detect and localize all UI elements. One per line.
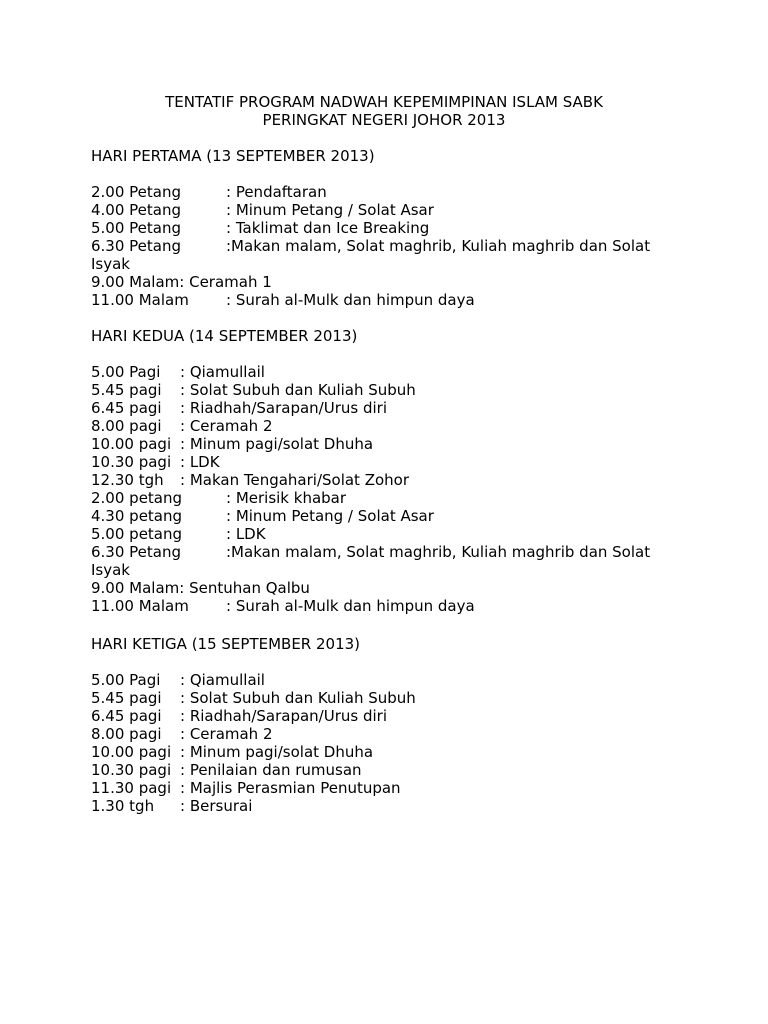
schedule-activity: : Minum Petang / Solat Asar: [226, 201, 434, 219]
schedule-activity: : Solat Subuh dan Kuliah Subuh: [180, 689, 416, 707]
schedule-row: [91, 797, 691, 815]
schedule-time: 10.00 pagi: [91, 435, 172, 453]
schedule-time: 5.00 Pagi: [91, 363, 161, 381]
schedule-row: [91, 779, 691, 797]
day-1-section: [91, 147, 691, 309]
schedule-activity: : Ceramah 2: [180, 417, 273, 435]
day-1-schedule: [91, 183, 691, 309]
schedule-time-text: 9.00 Malam: [91, 273, 180, 291]
schedule-time-text: 9.00 Malam: [91, 579, 180, 597]
schedule-row: [91, 507, 691, 525]
schedule-row: [91, 417, 691, 435]
schedule-time: 4.30 petang: [91, 507, 183, 525]
schedule-activity: : Surah al-Mulk dan himpun daya: [226, 291, 475, 309]
schedule-activity: : Surah al-Mulk dan himpun daya: [226, 597, 475, 615]
document-title-line-1: TENTATIF PROGRAM NADWAH KEPEMIMPINAN ISLAM SABK: [165, 93, 603, 111]
schedule-row: [91, 381, 691, 399]
schedule-time: 6.30 Petang: [91, 237, 182, 255]
schedule-row: [91, 597, 691, 615]
schedule-time: 5.45 pagi: [91, 381, 162, 399]
schedule-activity: : LDK: [180, 453, 220, 471]
schedule-time: 4.00 Petang: [91, 201, 182, 219]
schedule-activity: :Makan malam, Solat maghrib, Kuliah maghrib dan Solat: [226, 543, 651, 561]
schedule-time: 10.30 pagi: [91, 453, 172, 471]
schedule-activity: : Taklimat dan Ice Breaking: [226, 219, 430, 237]
schedule-row: [91, 489, 691, 507]
schedule-row: [91, 399, 691, 417]
schedule-activity-continued: Isyak: [91, 561, 130, 579]
schedule-time: 5.45 pagi: [91, 689, 162, 707]
schedule-time: 5.00 Petang: [91, 219, 182, 237]
schedule-time: 6.30 Petang: [91, 543, 182, 561]
schedule-activity: : Ceramah 1: [179, 273, 272, 291]
schedule-activity: : Sentuhan Qalbu: [179, 579, 310, 597]
schedule-activity: : Minum pagi/solat Dhuha: [180, 743, 374, 761]
schedule-row: [91, 183, 691, 201]
schedule-row: [91, 671, 691, 689]
day-2-section: [91, 327, 691, 615]
schedule-row: [91, 273, 691, 291]
schedule-row: [91, 363, 691, 381]
schedule-time: 10.00 pagi: [91, 743, 172, 761]
schedule-activity: : Bersurai: [180, 797, 253, 815]
schedule-time: 2.00 Petang: [91, 183, 182, 201]
document-title-line-2: PERINGKAT NEGERI JOHOR 2013: [262, 111, 506, 129]
schedule-activity: : Merisik khabar: [226, 489, 347, 507]
schedule-activity: : Riadhah/Sarapan/Urus diri: [180, 707, 387, 725]
schedule-time: 8.00 pagi: [91, 725, 162, 743]
schedule-row: [91, 543, 691, 579]
schedule-time: 5.00 petang: [91, 525, 183, 543]
schedule-activity: : Penilaian dan rumusan: [180, 761, 362, 779]
schedule-row: [91, 707, 691, 725]
schedule-time: 11.30 pagi: [91, 779, 172, 797]
schedule-row: [91, 237, 691, 273]
schedule-time: 2.00 petang: [91, 489, 183, 507]
schedule-activity: : Riadhah/Sarapan/Urus diri: [180, 399, 387, 417]
day-3-section: [91, 635, 691, 815]
day-2-heading: HARI KEDUA (14 SEPTEMBER 2013): [91, 327, 358, 345]
schedule-activity: : Solat Subuh dan Kuliah Subuh: [180, 381, 416, 399]
schedule-activity-continued: Isyak: [91, 255, 130, 273]
schedule-activity: : Pendaftaran: [226, 183, 327, 201]
schedule-activity: : Makan Tengahari/Solat Zohor: [180, 471, 410, 489]
schedule-time: [91, 579, 310, 597]
schedule-row: [91, 291, 691, 309]
schedule-row: [91, 201, 691, 219]
schedule-time: 12.30 tgh: [91, 471, 164, 489]
day-3-heading: HARI KETIGA (15 SEPTEMBER 2013): [91, 635, 361, 653]
schedule-row: [91, 579, 691, 597]
schedule-activity: : Ceramah 2: [180, 725, 273, 743]
schedule-row: [91, 219, 691, 237]
schedule-row: [91, 689, 691, 707]
schedule-activity: : Minum Petang / Solat Asar: [226, 507, 434, 525]
schedule-row: [91, 525, 691, 543]
schedule-activity: : Minum pagi/solat Dhuha: [180, 435, 374, 453]
schedule-activity: : Majlis Perasmian Penutupan: [180, 779, 401, 797]
schedule-time: 11.00 Malam: [91, 597, 189, 615]
schedule-row: [91, 743, 691, 761]
schedule-activity: : Qiamullail: [180, 671, 265, 689]
schedule-time: 6.45 pagi: [91, 707, 162, 725]
schedule-row: [91, 435, 691, 453]
schedule-row: [91, 453, 691, 471]
day-3-schedule: [91, 671, 691, 815]
schedule-time: 8.00 pagi: [91, 417, 162, 435]
schedule-time: 11.00 Malam: [91, 291, 189, 309]
schedule-row: [91, 471, 691, 489]
schedule-activity: : LDK: [226, 525, 266, 543]
schedule-time: 5.00 Pagi: [91, 671, 161, 689]
schedule-row: [91, 725, 691, 743]
schedule-activity: : Qiamullail: [180, 363, 265, 381]
schedule-time: 10.30 pagi: [91, 761, 172, 779]
schedule-time: 1.30 tgh: [91, 797, 155, 815]
schedule-row: [91, 761, 691, 779]
day-1-heading: HARI PERTAMA (13 SEPTEMBER 2013): [91, 147, 375, 165]
schedule-activity: :Makan malam, Solat maghrib, Kuliah maghrib dan Solat: [226, 237, 651, 255]
day-2-schedule: [91, 363, 691, 615]
schedule-time: 6.45 pagi: [91, 399, 162, 417]
schedule-time: [91, 273, 272, 291]
